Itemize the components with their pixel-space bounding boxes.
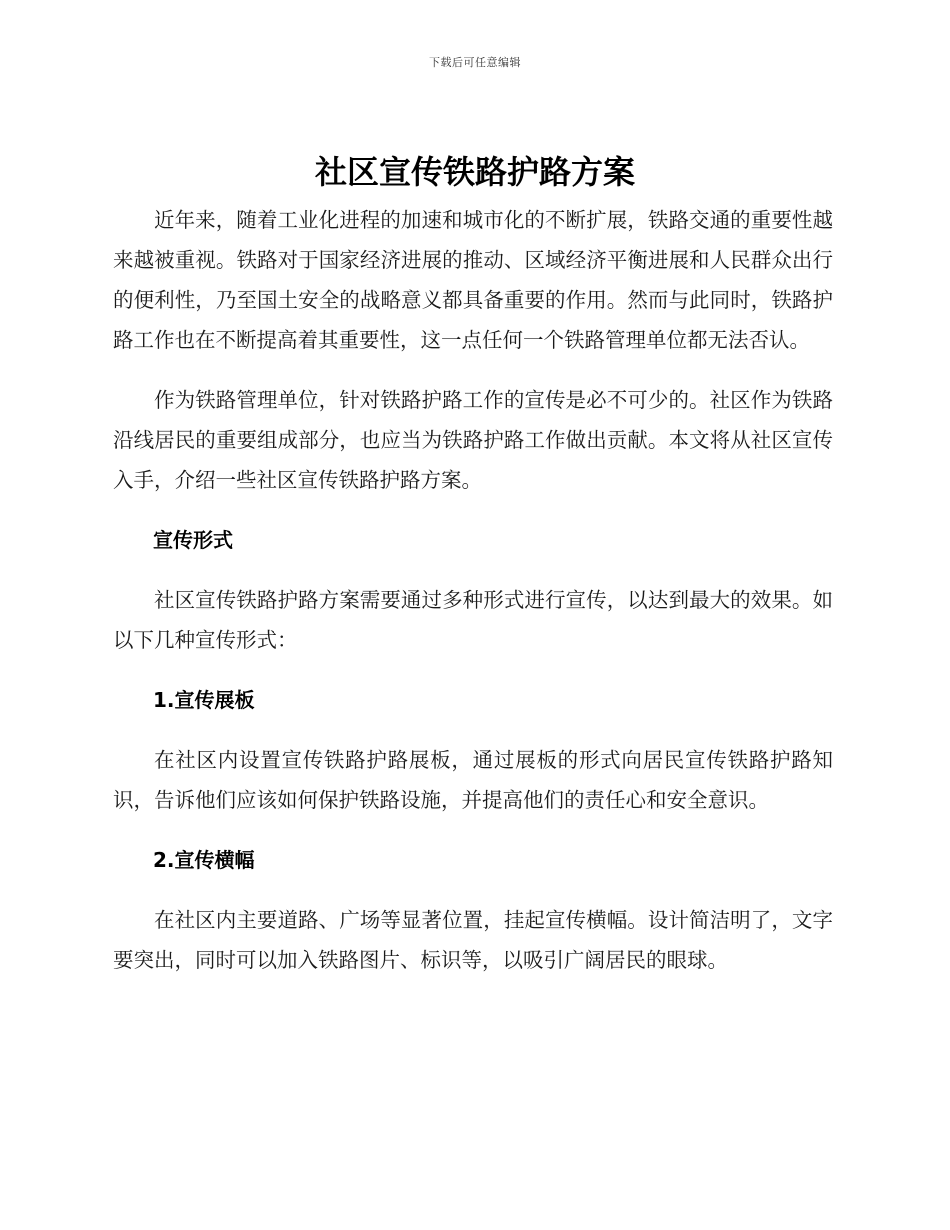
paragraph-forms-intro: 社区宣传铁路护路方案需要通过多种形式进行宣传，以达到最大的效果。如以下几种宣传形式：: [113, 588, 833, 652]
paragraph-banner: 在社区内主要道路、广场等显著位置，挂起宣传横幅。设计简洁明了，文字要突出，同时可以加入铁路图片、标识等，以吸引广阔居民的眼球。: [113, 908, 833, 972]
paragraph-spacer: [113, 660, 833, 680]
paragraph-intro-2: 作为铁路管理单位，针对铁路护路工作的宣传是必不可少的。社区作为铁路沿线居民的重要组成部分，也应当为铁路护路工作做出贡献。本文将从社区宣传入手，介绍一些社区宣传铁路护路方案。: [113, 388, 833, 492]
paragraph-spacer: [113, 360, 833, 380]
paragraph-spacer: [113, 820, 833, 840]
document-body: [113, 200, 833, 980]
paragraph-spacer: [113, 880, 833, 900]
paragraph-display-board: 在社区内设置宣传铁路护路展板，通过展板的形式向居民宣传铁路护路知识，告诉他们应该如何保护铁路设施，并提高他们的责任心和安全意识。: [113, 748, 833, 812]
document-title: 社区宣传铁路护路方案: [314, 153, 635, 191]
heading-display-board: 1.宣传展板: [153, 688, 255, 712]
paragraph-intro-1: 近年来，随着工业化进程的加速和城市化的不断扩展，铁路交通的重要性越来越被重视。铁路对于国家经济进展的推动、区域经济平衡进展和人民群众出行的便利性，乃至国土安全的战略意义都具备重要的作用。然而与此同时，铁路护路工作也在不断提高着其重要性，这一点任何一个铁路管理单位都无法否认。: [113, 208, 833, 352]
header-note: 下载后可任意编辑: [429, 56, 521, 69]
paragraph-spacer: [113, 500, 833, 520]
paragraph-spacer: [113, 720, 833, 740]
heading-banner: 2.宣传横幅: [153, 848, 255, 872]
heading-forms: 宣传形式: [153, 528, 233, 552]
paragraph-spacer: [113, 560, 833, 580]
